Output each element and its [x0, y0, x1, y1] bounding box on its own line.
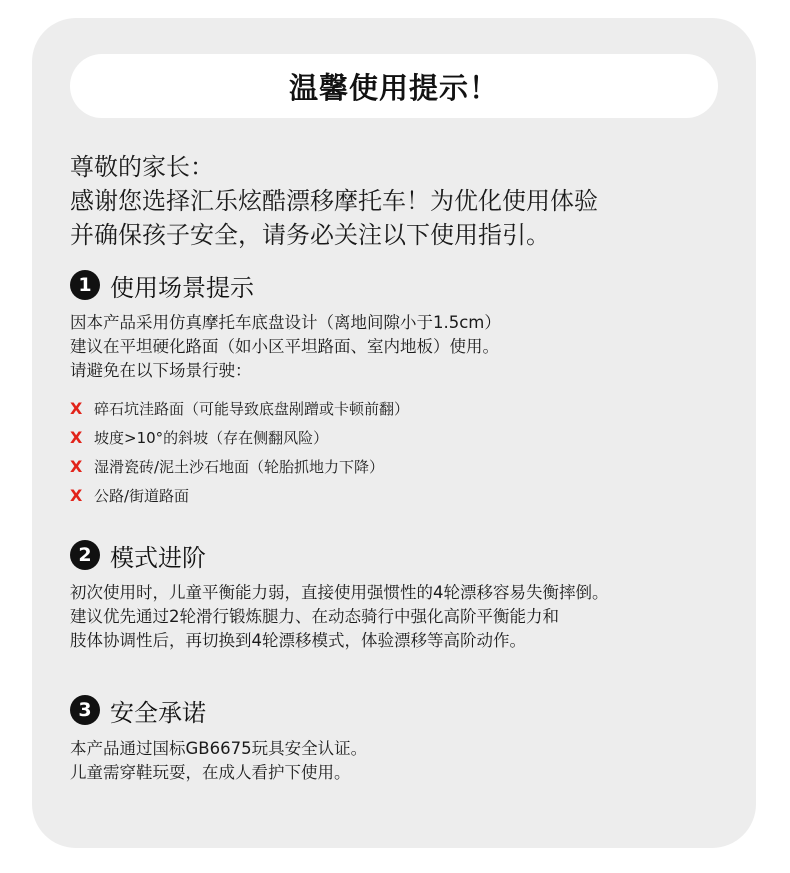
warning-text: 公路/街道路面: [94, 487, 190, 505]
paragraph-line: 本产品通过国标GB6675玩具安全认证。: [70, 739, 368, 758]
greeting-line: 感谢您选择汇乐炫酷漂移摩托车！为优化使用体验: [70, 187, 598, 215]
section-title: 安全承诺: [110, 698, 206, 727]
paragraph-line: 肢体协调性后，再切换到4轮漂移模式，体验漂移等高阶动作。: [70, 631, 526, 650]
greeting-block: [70, 150, 730, 252]
section-usage-scenarios: [70, 268, 740, 510]
list-item: [70, 423, 740, 452]
tips-card: [32, 18, 756, 848]
warning-text: 坡度>10°的斜坡（存在侧翻风险）: [94, 429, 329, 447]
list-item: [70, 452, 740, 481]
list-item: [70, 481, 740, 510]
section-mode-progression: [70, 538, 740, 653]
cross-icon: X: [70, 428, 83, 447]
section-paragraph: [70, 737, 740, 785]
list-item: [70, 394, 740, 423]
paragraph-line: 因本产品采用仿真摩托车底盘设计（离地间隙小于1.5cm）: [70, 313, 501, 332]
cross-icon: X: [70, 457, 83, 476]
paragraph-line: 请避免在以下场景行驶：: [70, 361, 252, 380]
paragraph-line: 儿童需穿鞋玩耍，在成人看护下使用。: [70, 763, 351, 782]
page-title: 温馨使用提示！: [70, 54, 718, 118]
paragraph-line: 建议在平坦硬化路面（如小区平坦路面、室内地板）使用。: [70, 337, 499, 356]
section-header: [70, 693, 740, 727]
section-paragraph: [70, 581, 740, 653]
cross-icon: X: [70, 486, 83, 505]
number-1-icon: 1: [70, 270, 100, 300]
section-title: 使用场景提示: [110, 273, 254, 302]
section-paragraph: [70, 311, 740, 383]
section-safety-commitment: [70, 693, 740, 785]
section-header: [70, 268, 740, 302]
greeting-line: 尊敬的家长：: [70, 153, 214, 181]
number-3-icon: 3: [70, 695, 100, 725]
paragraph-line: 建议优先通过2轮滑行锻炼腿力、在动态骑行中强化高阶平衡能力和: [70, 607, 559, 626]
section-header: [70, 538, 740, 572]
number-2-icon: 2: [70, 540, 100, 570]
cross-icon: X: [70, 399, 83, 418]
greeting-line: 并确保孩子安全，请务必关注以下使用指引。: [70, 221, 550, 249]
warning-text: 湿滑瓷砖/泥土沙石地面（轮胎抓地力下降）: [94, 458, 385, 476]
warning-list: [70, 394, 740, 510]
section-title: 模式进阶: [110, 543, 206, 572]
paragraph-line: 初次使用时，儿童平衡能力弱，直接使用强惯性的4轮漂移容易失衡摔倒。: [70, 583, 609, 602]
warning-text: 碎石坑洼路面（可能导致底盘剐蹭或卡顿前翻）: [94, 400, 410, 418]
